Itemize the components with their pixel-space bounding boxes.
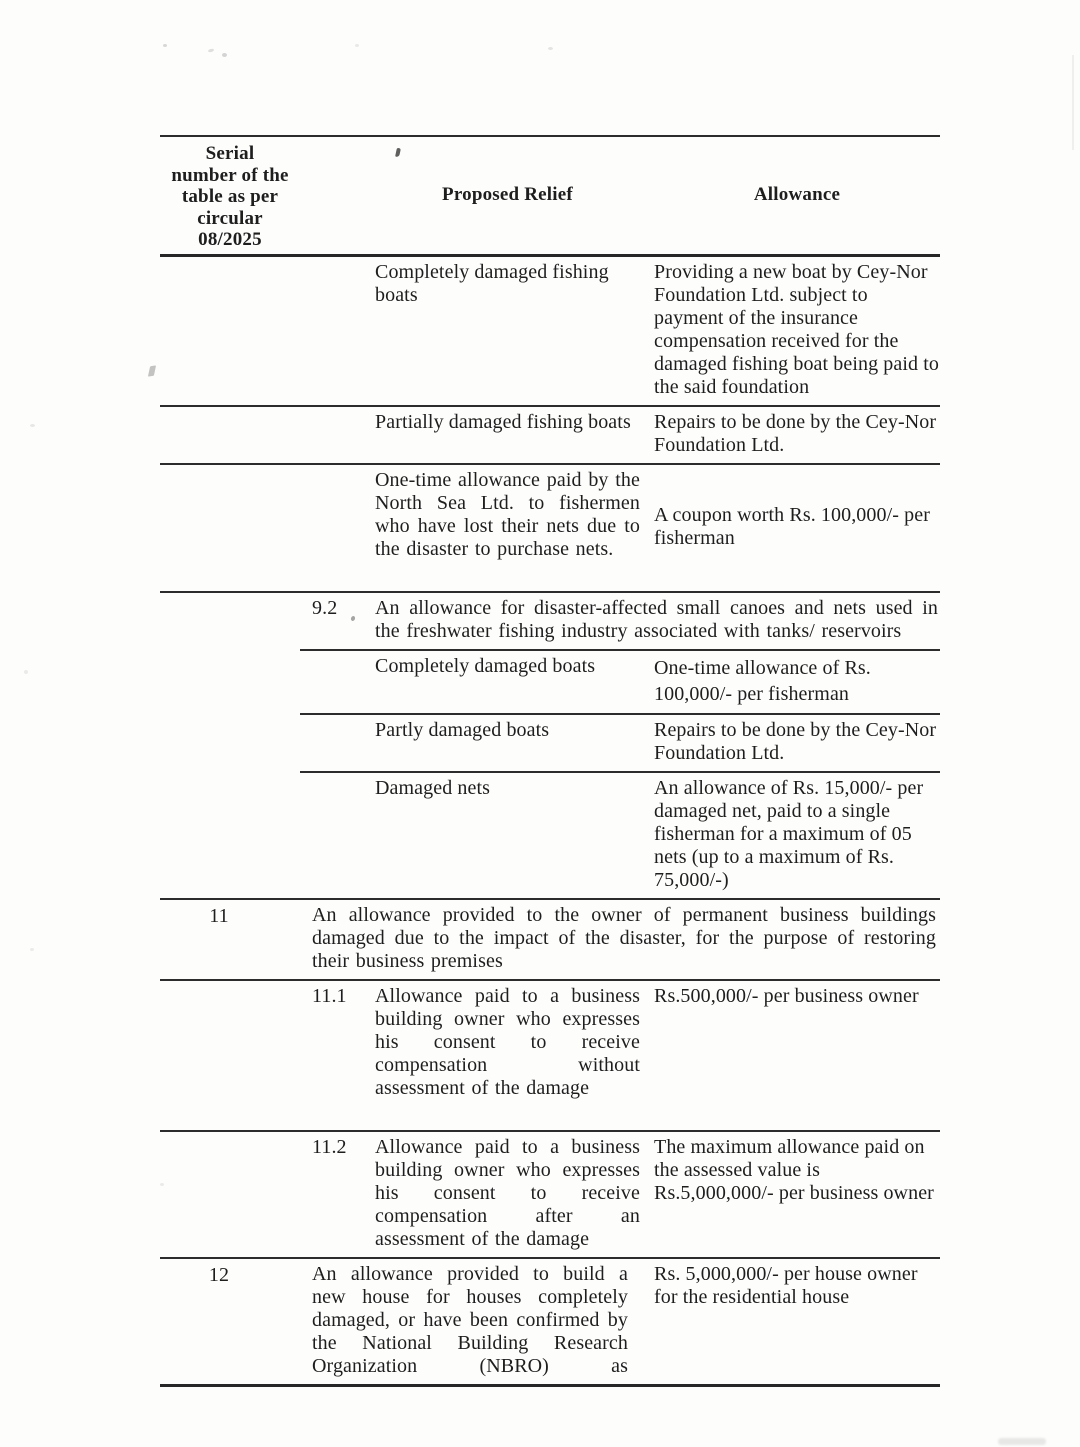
serial-cell: 11: [209, 905, 229, 927]
relief-cell: Completely damaged fishing boats: [375, 261, 609, 306]
allowance-cell: One-time allowance of Rs. 100,000/- per fisherman: [654, 657, 871, 705]
header-serial-label: Serial number of the table as per circular 08/2025: [171, 143, 289, 250]
sub-serial-cell: [300, 257, 375, 405]
serial-cell: [160, 981, 300, 1130]
sub-serial-cell: [300, 715, 375, 771]
scan-artifact: [30, 948, 34, 951]
allowance-cell: An allowance of Rs. 15,000/- per damaged net, paid to a single fisherman for a maximum of 05 nets (up to a maximum of Rs. 75,000/-): [654, 777, 924, 891]
allowance-cell: A coupon worth Rs. 100,000/- per fisherman: [654, 504, 930, 549]
table-row: [160, 715, 940, 773]
span-description-cell: An allowance provided to the owner of permanent business buildings damaged due to the impact of the disaster, for the purpose of restoring their business premises: [312, 904, 936, 972]
relief-cell: Allowance paid to a business building owner who expresses his consent to receive compensation without assessment of the damage: [375, 985, 640, 1099]
serial-cell: [160, 773, 300, 898]
scan-artifact: [548, 47, 553, 50]
scan-artifact: [163, 44, 167, 47]
header-serial-cell: [160, 137, 300, 254]
relief-cell: Damaged nets: [375, 777, 491, 799]
table-row: [160, 1132, 940, 1259]
allowance-cell: Rs. 5,000,000/- per house owner for the residential house: [654, 1263, 918, 1308]
allowance-cell: Repairs to be done by the Cey-Nor Foundation Ltd.: [654, 411, 937, 456]
sub-serial-cell: [300, 465, 375, 591]
header-relief-label: Proposed Relief: [442, 183, 573, 205]
scan-artifact: [208, 48, 215, 52]
sub-serial-cell: 11.2: [312, 1136, 347, 1158]
serial-cell: [160, 257, 300, 405]
allowance-cell: Rs.500,000/- per business owner: [654, 985, 919, 1007]
scan-artifact: [30, 424, 35, 427]
table-row: [160, 465, 940, 593]
relief-cell: Allowance paid to a business building owner who expresses his consent to receive compensation after an assessment of the damage: [375, 1136, 640, 1250]
relief-cell: One-time allowance paid by the North Sea Ltd. to fishermen who have lost their nets due to the disaster to purchase nets.: [375, 469, 640, 560]
table-header-row: [160, 137, 940, 257]
serial-cell: [160, 1132, 300, 1257]
scan-artifact: [222, 53, 227, 57]
header-allowance-label: Allowance: [753, 183, 841, 205]
table-row: [160, 900, 940, 981]
header-rest: [300, 137, 940, 254]
table-row: [160, 593, 940, 651]
scan-artifact: [1072, 55, 1074, 150]
table-row: [160, 981, 940, 1132]
serial-cell: [160, 407, 300, 463]
relief-cell: Completely damaged boats: [375, 655, 596, 677]
relief-cell: Partly damaged boats: [375, 719, 550, 741]
serial-cell: [160, 651, 300, 715]
scan-artifact: [998, 1438, 1046, 1445]
sub-serial-cell: 9.2: [312, 597, 338, 619]
allowance-cell: Repairs to be done by the Cey-Nor Foundation Ltd.: [654, 719, 937, 764]
table-row: [160, 773, 940, 900]
relief-cell: Partially damaged fishing boats: [375, 411, 631, 433]
allowance-cell: The maximum allowance paid on the assessed value is Rs.5,000,000/- per business owner: [654, 1136, 934, 1204]
sub-serial-cell: [300, 773, 375, 898]
relief-cell: An allowance provided to build a new house for houses completely damaged, or have been confirmed by the National Building Research Organization (NBRO) as: [312, 1263, 628, 1377]
table-row: [160, 407, 940, 465]
sub-serial-cell: [300, 407, 375, 463]
scan-artifact: [24, 670, 28, 674]
span-description-cell: An allowance for disaster-affected small canoes and nets used in the freshwater fishing industry associated with tanks/ reservoirs: [375, 597, 938, 642]
allowance-cell: Providing a new boat by Cey-Nor Foundation Ltd. subject to payment of the insurance compensation received for the damaged fishing boat being paid to the said foundation: [654, 261, 940, 398]
table-row: [160, 651, 940, 715]
serial-cell: 12: [208, 1264, 230, 1286]
table-row: [160, 257, 940, 407]
scan-artifact: [148, 365, 156, 376]
serial-cell: [160, 715, 300, 773]
serial-cell: [160, 465, 300, 591]
sub-serial-cell: [300, 651, 375, 713]
serial-cell: [160, 593, 300, 651]
header-subserial-cell: [300, 137, 375, 254]
table-row: [160, 1259, 940, 1387]
scan-artifact: [355, 44, 359, 47]
relief-allowance-table: [160, 135, 940, 1387]
sub-serial-cell: 11.1: [312, 985, 347, 1007]
